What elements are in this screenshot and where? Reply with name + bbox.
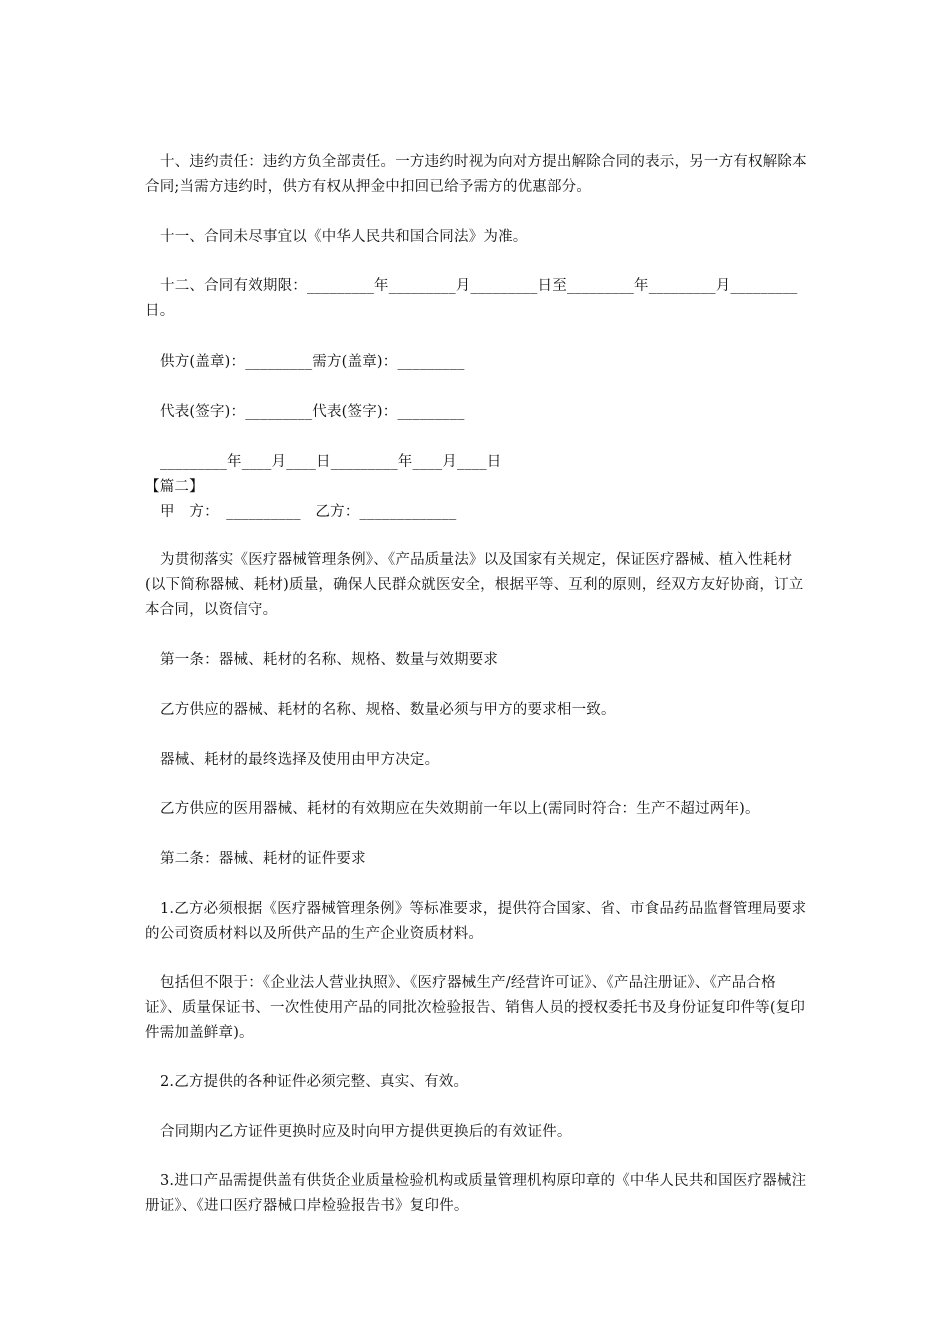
clause-2-para-3: 2.乙方提供的各种证件必须完整、真实、有效。 [160, 1074, 469, 1090]
parties-line: 甲 方： __________ 乙方：_____________ [160, 504, 457, 520]
article-12: 十二、合同有效期限：_________年_________月_________日至_________年_________月_________日。 [145, 278, 798, 319]
article-10: 十、违约责任：违约方负全部责任。一方违约时视为向对方提出解除合同的表示，另一方有权解除本合同;当需方违约时，供方有权从押金中扣回已给予需方的优惠部分。 [145, 154, 807, 195]
representative-line: 代表(签字)：_________代表(签字)：_________ [160, 404, 465, 420]
clause-1-para-3: 乙方供应的医用器械、耗材的有效期应在失效期前一年以上(需同时符合：生产不超过两年)。 [160, 801, 760, 817]
clause-1-para-2: 器械、耗材的最终选择及使用由甲方决定。 [160, 752, 440, 768]
seal-line: 供方(盖章)：_________需方(盖章)：_________ [160, 354, 465, 370]
clause-2-para-2: 包括但不限于：《企业法人营业执照》、《医疗器械生产/经营许可证》、《产品注册证》、《产品合格证》、质量保证书、一次性使用产品的同批次检验报告、销售人员的授权委托书及身份证复印件等(复印件需加盖鲜章)。 [145, 975, 806, 1041]
clause-1-para-1: 乙方供应的器械、耗材的名称、规格、数量必须与甲方的要求相一致。 [160, 702, 616, 718]
article-11: 十一、合同未尽事宜以《中华人民共和国合同法》为准。 [160, 229, 528, 245]
clause-2-para-4: 合同期内乙方证件更换时应及时向甲方提供更换后的有效证件。 [160, 1124, 572, 1140]
clause-1-title: 第一条：器械、耗材的名称、规格、数量与效期要求 [160, 652, 499, 668]
clause-2-para-5: 3.进口产品需提供盖有供货企业质量检验机构或质量管理机构原印章的《中华人民共和国医疗器械注册证》、《进口医疗器械口岸检验报告书》复印件。 [145, 1173, 807, 1214]
part-two-title: 【篇二】 [145, 479, 204, 495]
date-line: _________年____月____日_________年____月____日 [160, 454, 502, 470]
clause-2-para-1: 1.乙方必须根据《医疗器械管理条例》等标准要求，提供符合国家、省、市食品药品监督管理局要求的公司资质材料以及所供产品的生产企业资质材料。 [145, 901, 807, 942]
intro-paragraph: 为贯彻落实《医疗器械管理条例》、《产品质量法》以及国家有关规定，保证医疗器械、植入性耗材(以下简称器械、耗材)质量，确保人民群众就医安全，根据平等、互利的原则，经双方友好协商，订立本合同，以资信守。 [145, 552, 804, 618]
clause-2-title: 第二条：器械、耗材的证件要求 [160, 851, 366, 867]
